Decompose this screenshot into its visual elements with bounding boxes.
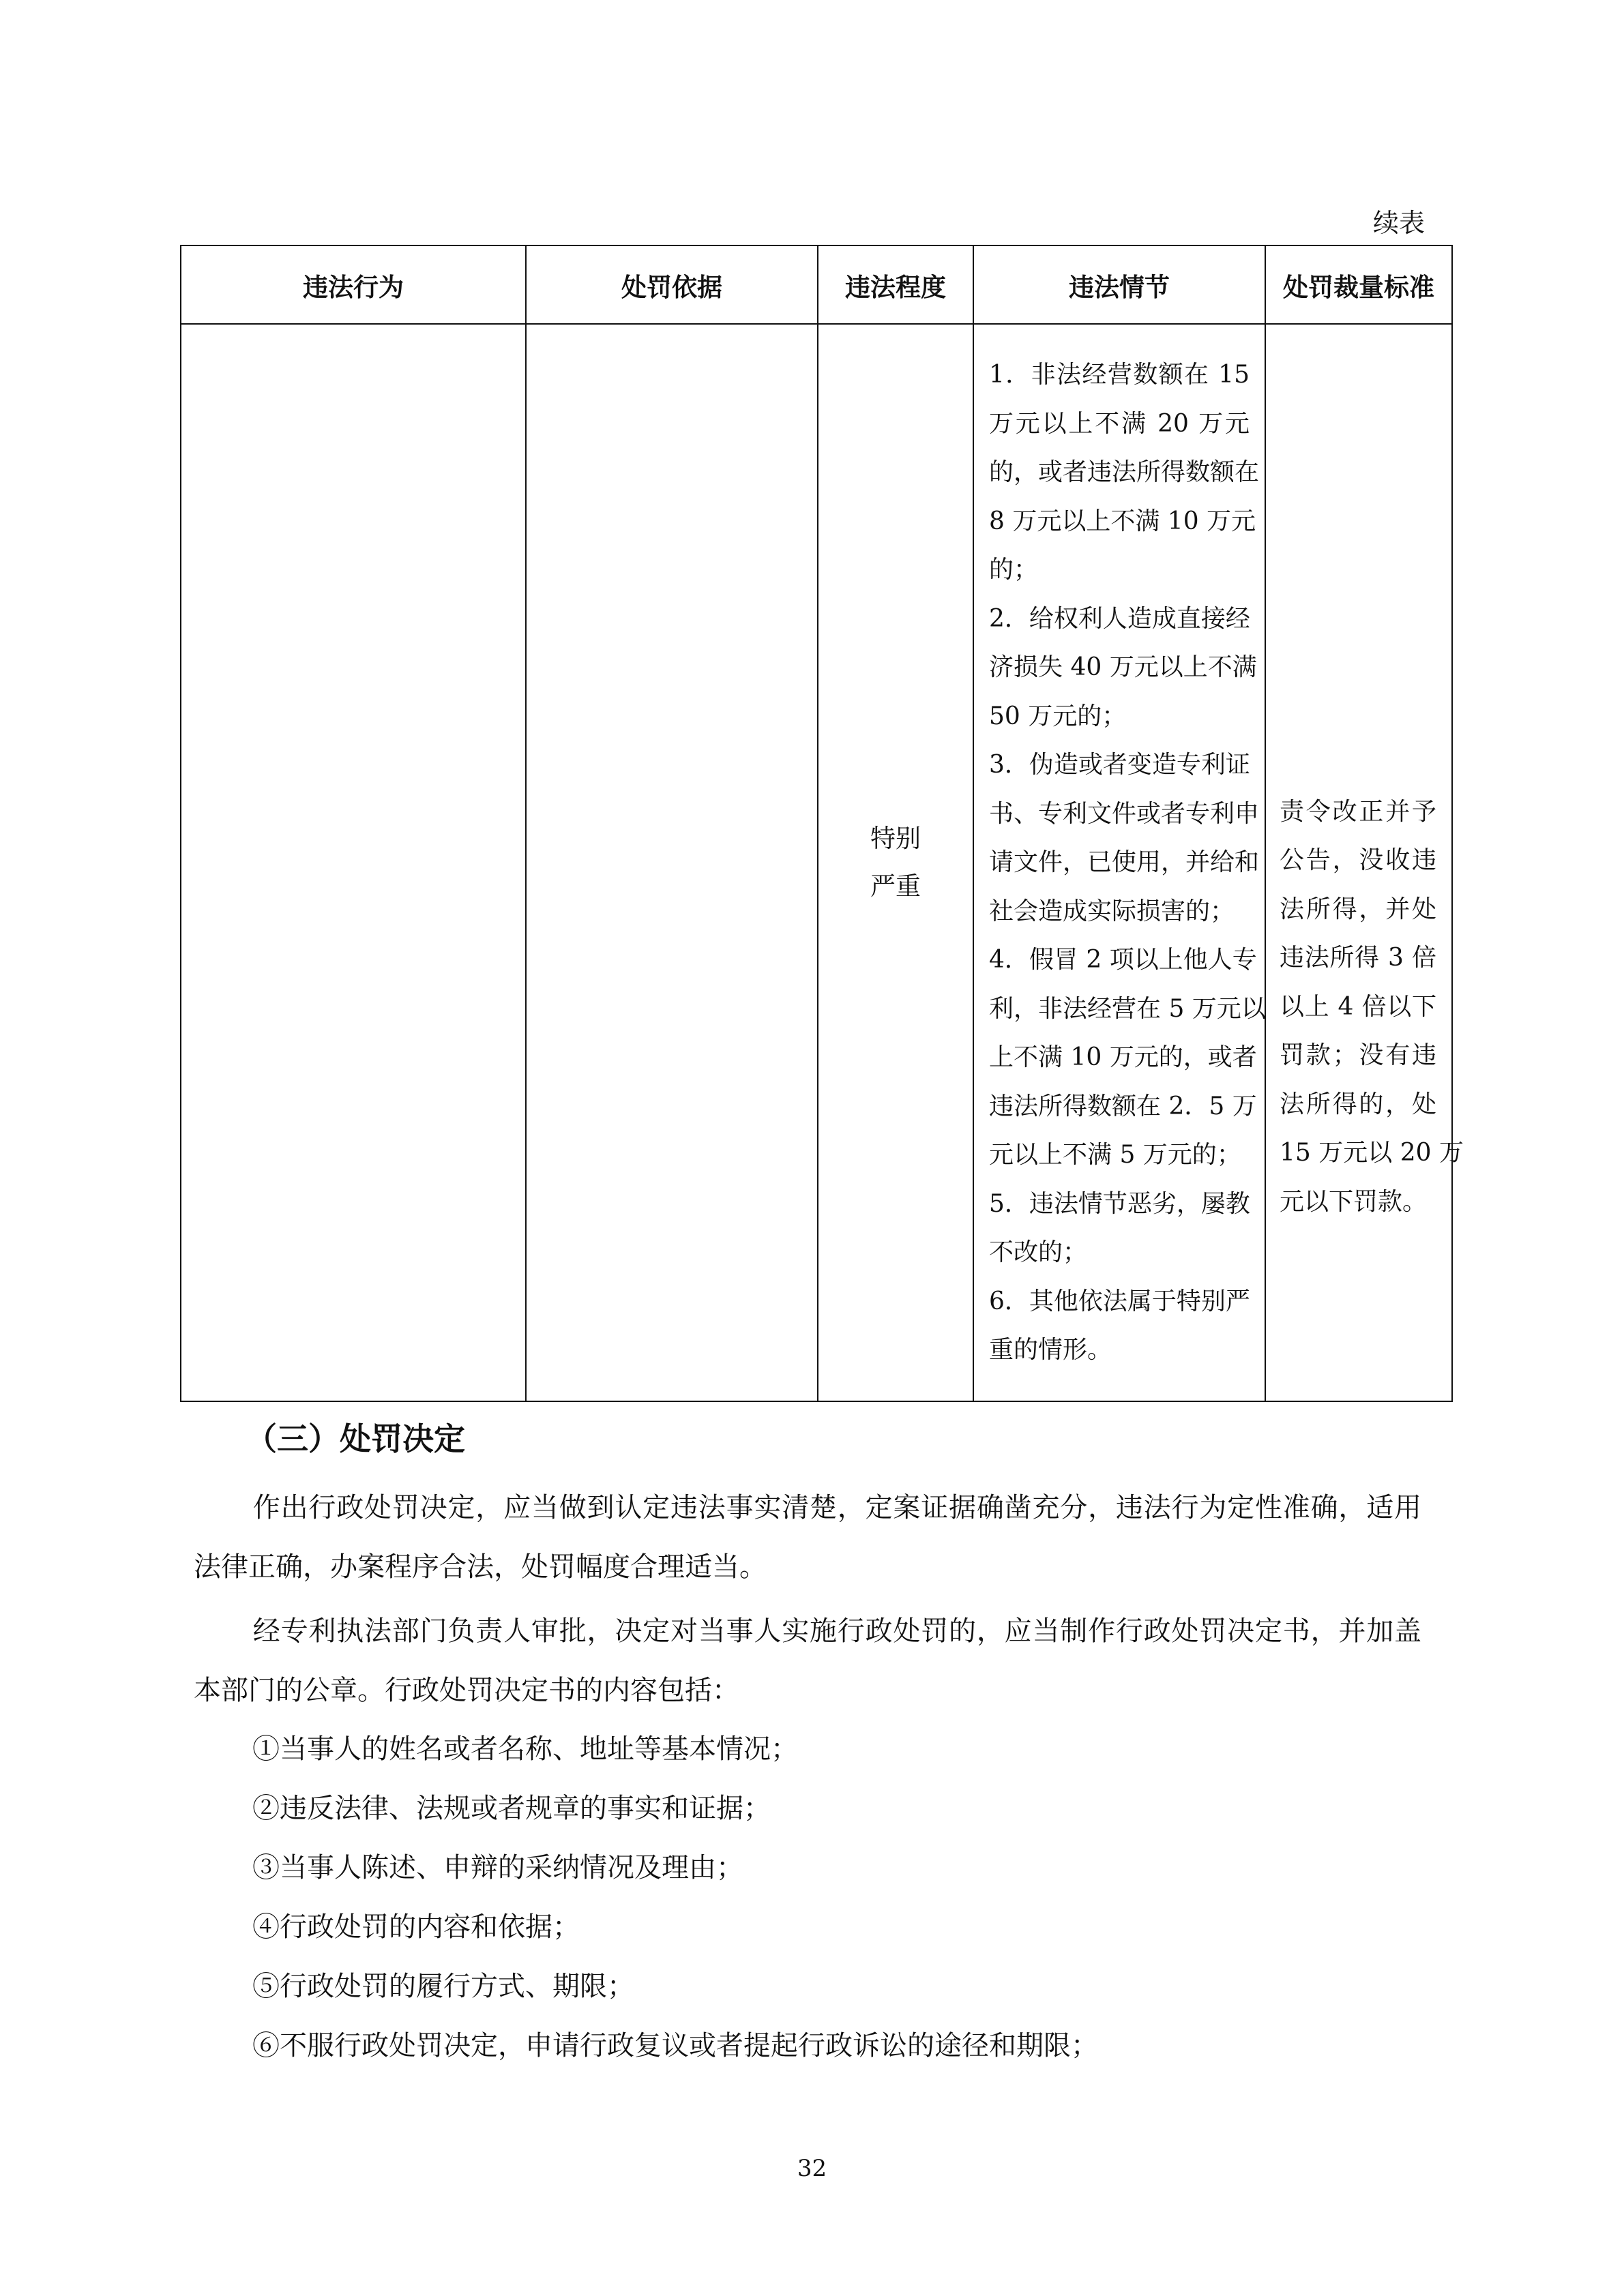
list-item: ⑥不服行政处罚决定，申请行政复议或者提起行政诉讼的途径和期限； (252, 2030, 1098, 2061)
list-item: ①当事人的姓名或者名称、地址等基本情况； (252, 1733, 798, 1765)
header-violation: 违法行为 (181, 245, 526, 324)
list-item: ④行政处罚的内容和依据； (252, 1911, 580, 1943)
circumstance-line: 重的情形。 (989, 1336, 1112, 1365)
circumstance-line: 5．违法情节恶劣，屡教 (989, 1189, 1250, 1218)
list-item: ③当事人陈述、申辩的采纳情况及理由； (252, 1852, 743, 1883)
cell-standard (1265, 324, 1464, 1401)
standard-line: 责令改正并予 (1280, 797, 1436, 826)
paragraph (194, 1602, 1421, 1720)
list-item: ⑤行政处罚的履行方式、期限； (252, 1971, 634, 2002)
cell-basis (526, 324, 818, 1401)
standard-line: 15 万元以 20 万 (1280, 1139, 1464, 1167)
paragraph-text: 作出行政处罚决定，应当做到认定违法事实清楚，定案证据确凿充分，违法行为定性准确，适用法律正确，办案程序合法，处罚幅度合理适当。 (194, 1492, 1421, 1583)
circumstance-line: 1．非法经营数额在 15 (989, 361, 1250, 389)
table-row (181, 324, 1452, 1401)
circumstance-line: 的； (989, 556, 1039, 584)
circumstance-line: 书、专利文件或者专利申 (989, 799, 1260, 828)
circumstance-line: 万元以上不满 20 万元 (989, 409, 1250, 438)
degree-line: 特别 (870, 824, 921, 853)
circumstance-line: 违法所得数额在 2．5 万 (989, 1092, 1257, 1120)
section-heading: （三）处罚决定 (246, 1420, 465, 1457)
header-degree: 违法程度 (818, 245, 973, 324)
degree-line: 严重 (870, 871, 921, 901)
circumstance-line: 不改的； (989, 1238, 1088, 1267)
standard-line: 元以下罚款。 (1280, 1187, 1428, 1216)
header-standard: 处罚裁量标准 (1265, 245, 1452, 324)
circumstance-line: 4．假冒 2 项以上他人专 (989, 946, 1257, 974)
circumstance-line: 2．给权利人造成直接经 (989, 604, 1250, 633)
header-basis: 处罚依据 (526, 245, 818, 324)
standard-text (1280, 499, 1464, 1227)
circumstance-line: 元以上不满 5 万元的； (989, 1141, 1241, 1169)
standard-line: 公告，没收违 (1280, 846, 1436, 875)
cell-violation (181, 324, 526, 1401)
standard-line: 法所得的，处 (1280, 1090, 1436, 1118)
circumstance-line: 利，非法经营在 5 万元以 (989, 994, 1266, 1023)
standard-line: 罚款；没有违 (1280, 1041, 1436, 1070)
paragraph (194, 1478, 1421, 1597)
circumstance-line: 3．伪造或者变造专利证 (989, 751, 1250, 779)
standard-line: 违法所得 3 倍 (1280, 944, 1436, 972)
paragraph-text: 经专利执法部门负责人审批，决定对当事人实施行政处罚的，应当制作行政处罚决定书，并加盖本部门的公章。行政处罚决定书的内容包括： (194, 1615, 1421, 1706)
circumstance-line: 请文件，已使用，并给和 (989, 848, 1260, 877)
header-circumstance: 违法情节 (973, 245, 1265, 324)
table-header-row (181, 245, 1452, 324)
penalty-table (180, 245, 1464, 1402)
circumstance-line: 社会造成实际损害的； (989, 897, 1235, 925)
circumstance-line: 的，或者违法所得数额在 (989, 458, 1260, 487)
circumstance-line: 6．其他依法属于特别严 (989, 1287, 1250, 1315)
circumstance-line: 济损失 40 万元以上不满 (989, 653, 1257, 682)
list-item: ②违反法律、法规或者规章的事实和证据； (252, 1793, 771, 1824)
continued-table-label: 续表 (1372, 208, 1425, 238)
circumstance-line: 上不满 10 万元的，或者 (989, 1043, 1257, 1072)
page-number: 32 (797, 2155, 827, 2182)
standard-line: 以上 4 倍以下 (1280, 992, 1436, 1021)
circumstance-line: 50 万元的； (989, 702, 1127, 730)
standard-line: 法所得，并处 (1280, 895, 1436, 923)
cell-degree (818, 324, 973, 1401)
circumstance-line: 8 万元以上不满 10 万元 (989, 507, 1256, 535)
cell-circumstance (973, 324, 1265, 1401)
